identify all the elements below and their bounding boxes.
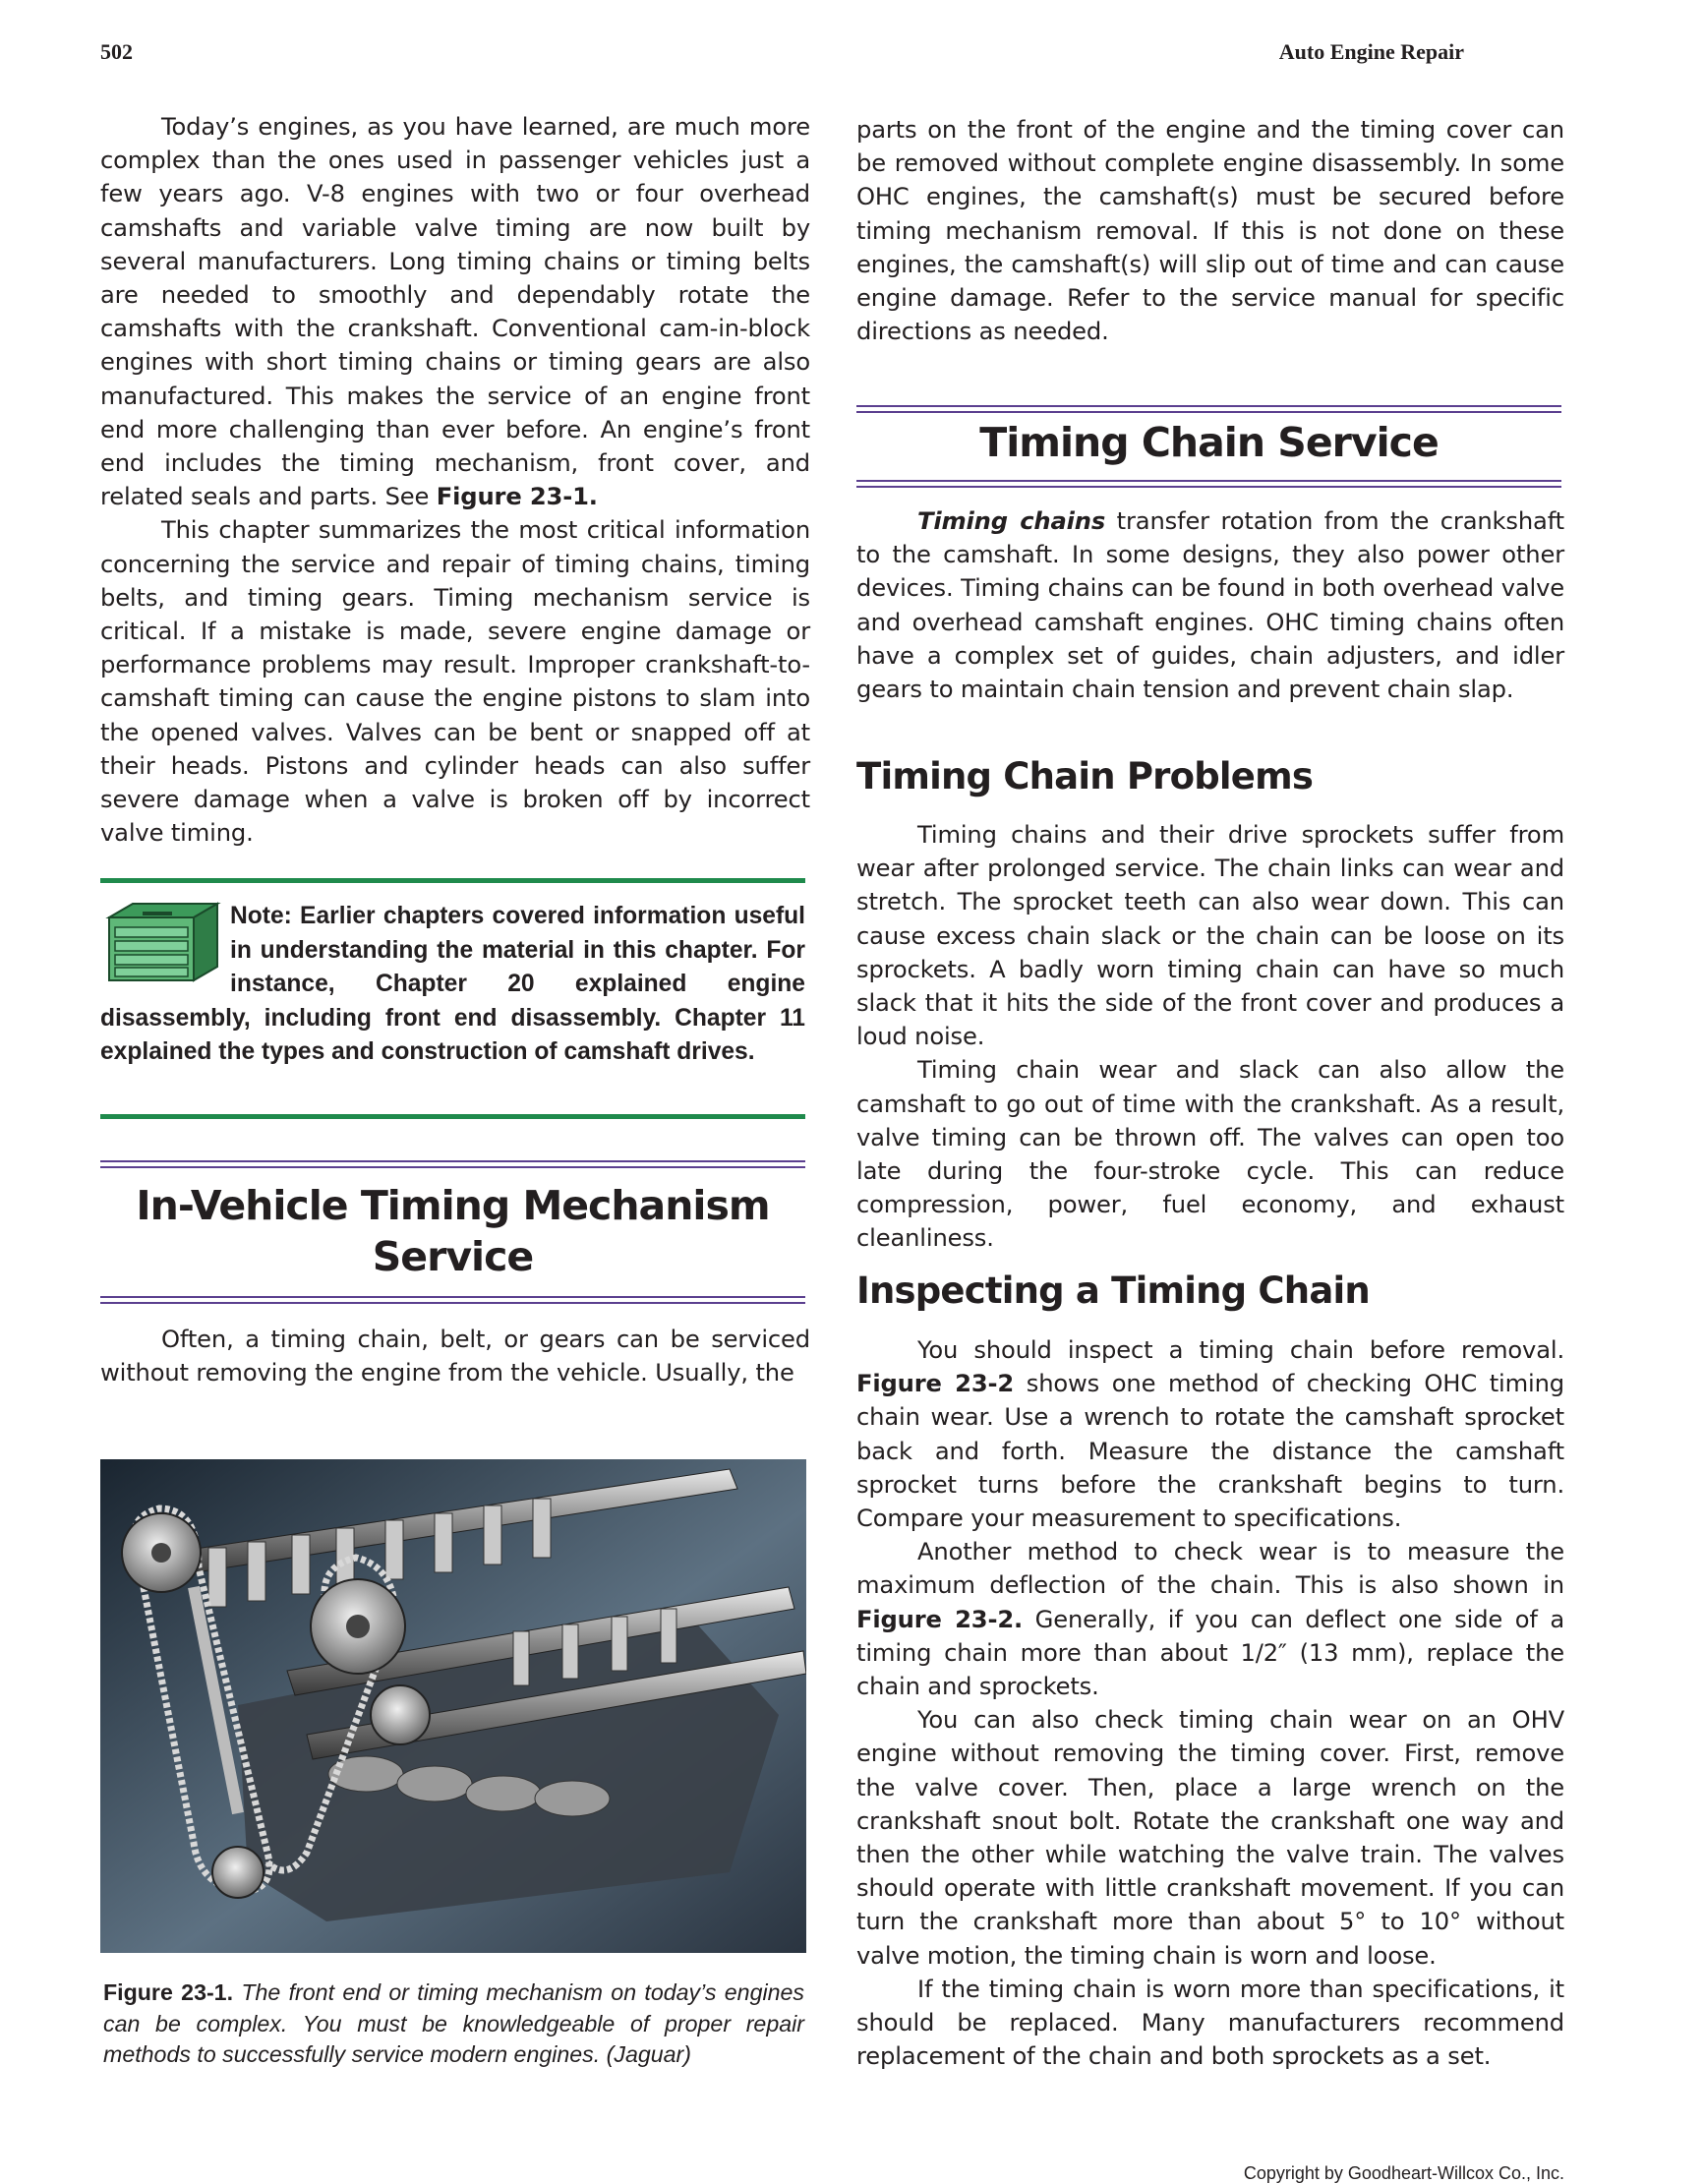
figure-caption <box>103 1977 804 2071</box>
section-heading-in-vehicle <box>100 1180 805 1282</box>
inspecting-paragraph-1 <box>856 1333 1564 1535</box>
note-text: Note: Earlier chapters covered information useful in understanding the material in this chapter. For instance, Chapter 20 explained engine disassembly, including front end disassembly. Chapter 11 explained the types and construction of camshaft drives. <box>100 903 805 1065</box>
note-text-wrap <box>100 900 805 1070</box>
inspecting-body <box>856 1333 1564 2073</box>
timing-chain-paragraph-text: transfer rotation from the crankshaft to the camshaft. In some designs, they also power other devices. Timing chains can be found in both overhead valve and overhead camshaft engines. OHC timing chains often have a complex set of guides, chain adjusters, and idler gears to maintain chain tension and prevent chain slap. <box>856 507 1564 704</box>
section-heading-line1: In-Vehicle Timing Mechanism <box>136 1182 770 1229</box>
section-rule-bottom-1 <box>100 1296 805 1298</box>
problems-body <box>856 818 1564 1256</box>
intro-paragraph <box>100 110 810 513</box>
inspect2-b: Generally, if you can deflect one side of a timing chain more than about 1/2″ (13 mm), replace the chain and sprockets. <box>856 1605 1564 1701</box>
problems-paragraph-2: Timing chain wear and slack can also allow the camshaft to go out of time with the crankshaft. As a result, valve timing can be thrown off. The valves can open too late during the four-stroke cycle. This can reduce compression, power, fuel economy, and exhaust cleanliness. <box>856 1056 1564 1253</box>
engine-timing-mechanism-figure <box>100 1459 806 1953</box>
section-heading-line2: Service <box>372 1233 534 1280</box>
in-vehicle-paragraph: Often, a timing chain, belt, or gears can be serviced without removing the engine from the vehicle. Usually, the <box>100 1326 810 1387</box>
subheading-inspecting: Inspecting a Timing Chain <box>856 1269 1370 1312</box>
tcs-rule-top-2 <box>856 411 1561 413</box>
problems-paragraph-1: Timing chains and their drive sprockets suffer from wear after prolonged service. The chain links can wear and stretch. The sprocket teeth can also wear down. This can cause excess chain slack or the chain can be loose on its sprockets. A badly worn timing chain can have so much slack that it hits the side of the front cover and produces a loud noise. <box>856 821 1564 1051</box>
timing-chain-intro <box>856 504 1564 706</box>
continued-paragraph: parts on the front of the engine and the timing cover can be removed without complete engine disassembly. In some OHC engines, the camshaft(s) must be secured before timing mechanism removal. If this is not done on these engines, the camshaft(s) will slip out of time and can cause engine damage. Refer to the service manual for specific directions as needed. <box>856 116 1564 346</box>
page-number: 502 <box>100 39 133 64</box>
left-column <box>100 110 810 850</box>
section-rule-top-2 <box>100 1166 805 1168</box>
figure-caption-label: Figure 23-1. <box>103 1979 234 2005</box>
inspect1-b: shows one method of checking OHC timing chain wear. Use a wrench to rotate the camshaft sprocket back and forth. Measure the distance the camshaft sprocket turns before the crankshaft begins to turn. Compare your measurement to specifications. <box>856 1370 1564 1533</box>
inspecting-paragraph-2 <box>856 1535 1564 1703</box>
section-rule-bottom-2 <box>100 1302 805 1304</box>
inspect1-a: You should inspect a timing chain before removal. <box>917 1336 1564 1364</box>
in-vehicle-body <box>100 1323 810 1389</box>
section-heading-timing-chain-service: Timing Chain Service <box>979 419 1439 466</box>
note-bottom-rule <box>100 1114 805 1119</box>
inspecting-paragraph-4: If the timing chain is worn more than specifications, it should be replaced. Many manufacturers recommend replacement of the chain and both sprockets as a set. <box>856 1975 1564 2071</box>
inspecting-paragraph-3: You can also check timing chain wear on an OHV engine without removing the timing cover. First, remove the valve cover. Then, place a large wrench on the crankshaft snout bolt. Rotate the crankshaft one way and then the other while watching the valve train. The valves should operate with little crankshaft movement. If you can turn the crankshaft more than about 5° to 10° without valve motion, the timing chain is worn and loose. <box>856 1706 1564 1970</box>
subheading-problems: Timing Chain Problems <box>856 755 1314 797</box>
figure-caption-text: The front end or timing mechanism on today’s engines can be complex. You must be knowledgeable of proper repair methods to successfully service modern engines. (Jaguar) <box>103 1979 805 2067</box>
inspect1-figure-ref: Figure 23-2 <box>856 1370 1015 1398</box>
timing-chain-paragraph <box>856 504 1564 706</box>
section-rule-top-1 <box>100 1160 805 1162</box>
key-term: Timing chains <box>917 507 1106 535</box>
chapter-summary-paragraph: This chapter summarizes the most critical information concerning the service and repair of timing chains, timing belts, and timing gears. Timing mechanism service is critical. If a mistake is made, severe engine damage or performance problems may result. Improper crankshaft-to-camshaft timing can cause the engine pistons to slam into the opened valves. Valves can be bent or snapped off at their heads. Pistons and cylinder heads can also suffer severe damage when a valve is broken off by incorrect valve timing. <box>100 516 810 848</box>
note-icon-space <box>100 900 230 1000</box>
right-column-top <box>856 113 1564 348</box>
note-top-rule <box>100 878 805 883</box>
inspect2-a: Another method to check wear is to measure the maximum deflection of the chain. This is also shown in <box>856 1538 1564 1600</box>
tcs-rule-bottom-1 <box>856 480 1561 482</box>
copyright-footer: Copyright by Goodheart-Willcox Co., Inc. <box>1243 2163 1564 2183</box>
figure-reference: Figure 23-1. <box>436 483 598 511</box>
running-header-title: Auto Engine Repair <box>1278 39 1464 64</box>
inspect2-figure-ref: Figure 23-2. <box>856 1605 1024 1633</box>
intro-paragraph-text: Today’s engines, as you have learned, are much more complex than the ones used in passenger vehicles just a few years ago. V-8 engines with two or four overhead camshafts and variable valve timing are now built by several manufacturers. Long timing chains or timing belts are needed to smoothly and dependably rotate the camshafts with the crankshaft. Conventional cam-in-block engines with short timing chains or timing gears are also manufactured. This makes the service of an engine front end more challenging than ever before. An engine’s front end includes the timing mechanism, front cover, and related seals and parts. See <box>100 113 810 511</box>
tcs-rule-top-1 <box>856 405 1561 407</box>
note-box <box>100 878 805 1120</box>
tcs-rule-bottom-2 <box>856 486 1561 488</box>
